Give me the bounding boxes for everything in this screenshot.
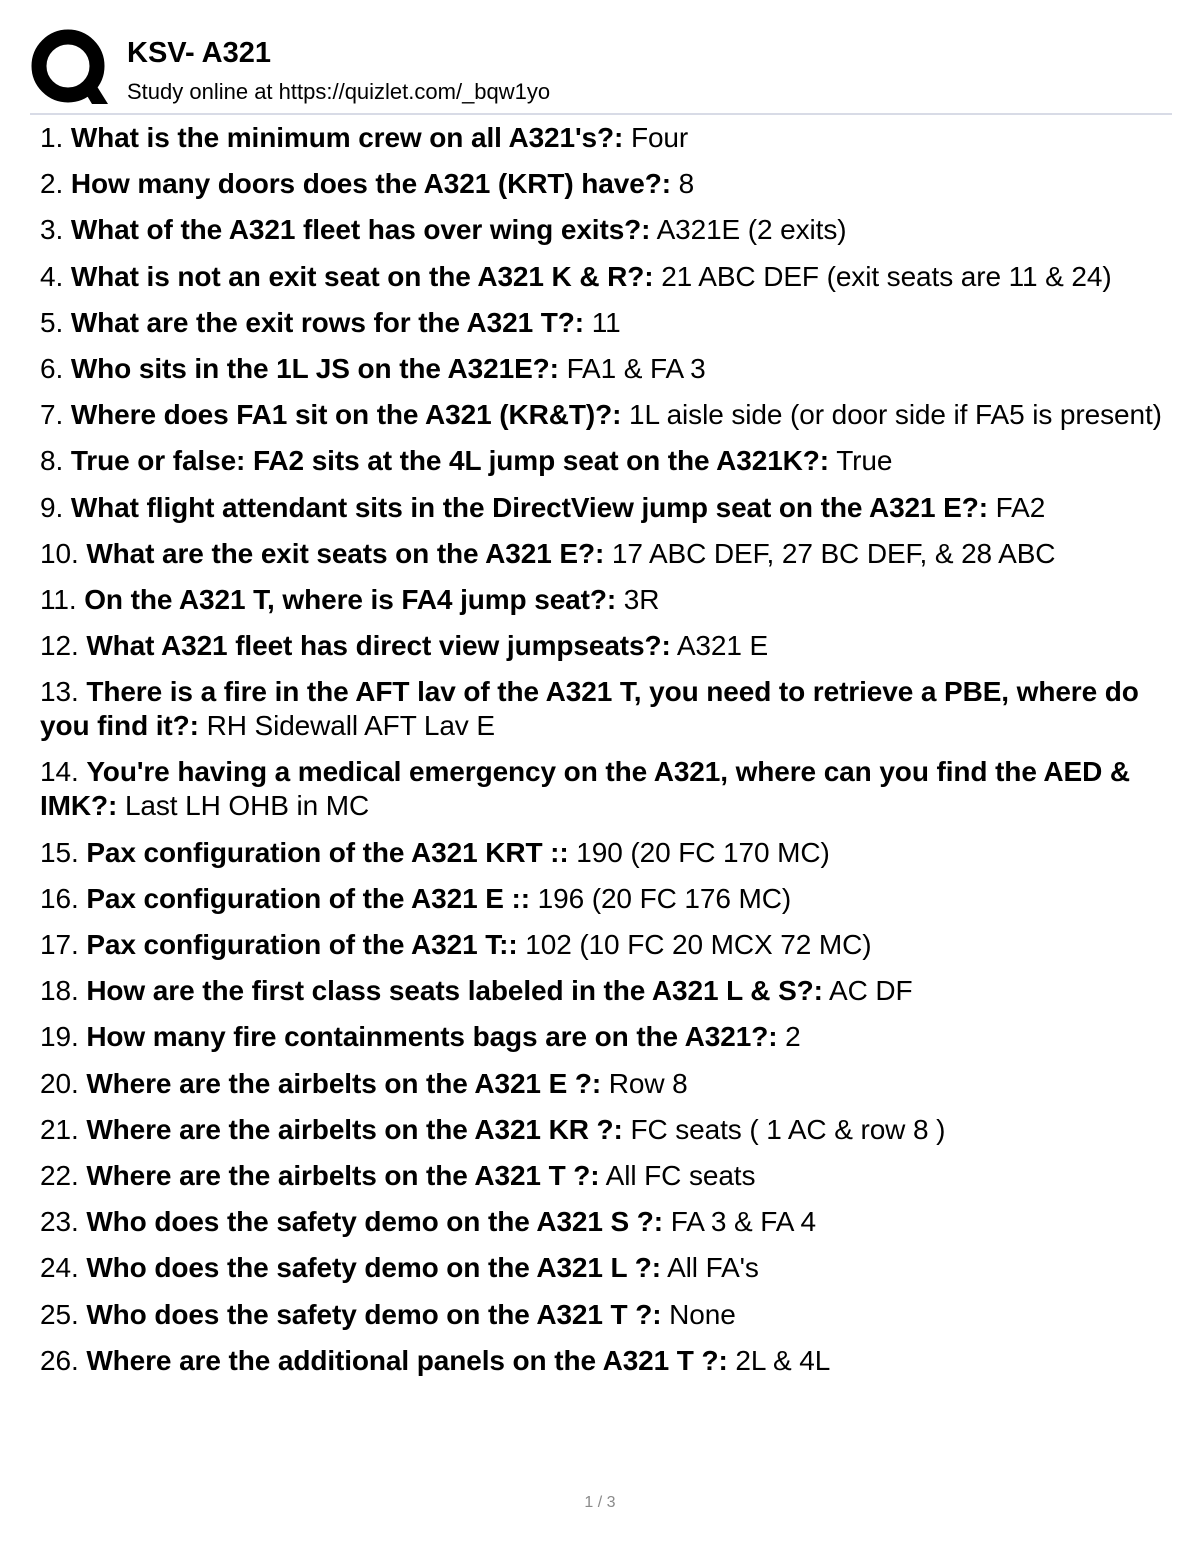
card-question: What are the exit seats on the A321 E?: [86,537,605,569]
page-title: KSV- A321 [127,37,271,69]
card-question: How many doors does the A321 (KRT) have?: [70,168,671,200]
card-number: 20. [40,1067,79,1099]
card-question: What of the A321 fleet has over wing exits?: [70,214,651,246]
card-question: On the A321 T, where is FA4 jump seat?: [84,583,617,615]
card-answer: Row 8 [608,1067,688,1099]
card-question: How many fire containments bags are on the A321?: [86,1021,778,1053]
card-number: 12. [40,630,79,662]
card-answer: All FC seats [605,1159,756,1191]
card-answer: Last LH OHB in MC [124,790,370,822]
card-answer: All FA's [667,1252,759,1284]
card-answer: 196 (20 FC 176 MC) [537,882,792,914]
card-number: 4. [40,260,64,292]
flashcard-item [40,1020,1168,1054]
card-question: What A321 fleet has direct view jumpseats?: [86,630,671,662]
flashcard-item [40,491,1168,525]
flashcard-item [40,1067,1168,1101]
card-question: What is not an exit seat on the A321 K & R?: [70,260,654,292]
header-divider [30,113,1172,115]
flashcard-item [40,1298,1168,1332]
card-question: How are the first class seats labeled in the A321 L & S?: [86,975,823,1007]
card-number: 26. [40,1344,79,1376]
flashcard-item [40,1251,1168,1285]
card-number: 21. [40,1113,79,1145]
card-answer: 21 ABC DEF (exit seats are 11 & 24) [661,260,1112,292]
card-answer: 11 [591,306,621,338]
card-number: 5. [40,306,64,338]
card-question: You're having a medical emergency on the A321, where can you find the AED & IMK?: [40,756,1131,822]
card-number: 15. [40,836,79,868]
flashcard-item [40,121,1168,155]
card-number: 6. [40,352,64,384]
card-answer: FA2 [995,491,1046,523]
flashcard-item [40,537,1168,571]
card-number: 2. [40,168,64,200]
flashcard-item [40,352,1168,386]
quizlet-logo-icon [30,28,110,108]
card-answer: True [836,445,893,477]
flashcard-item [40,675,1168,743]
card-number: 17. [40,929,79,960]
flashcard-item [40,836,1168,870]
card-number: 13. [40,676,79,708]
flashcard-item [40,306,1168,340]
card-question: Who does the safety demo on the A321 L ?: [86,1252,661,1284]
card-answer: FA1 & FA 3 [566,352,706,384]
flashcard-item [40,755,1168,823]
card-question: Where are the additional panels on the A321 T ?: [86,1344,728,1376]
card-answer: 3R [623,583,660,615]
flashcard-item [40,1113,1168,1147]
flashcard-item [40,629,1168,663]
card-question: Who does the safety demo on the A321 T ?: [86,1298,662,1330]
flashcard-item [40,167,1168,201]
card-answer: 2L & 4L [735,1344,831,1376]
card-question: Where does FA1 sit on the A321 (KR&T)?: [70,399,622,431]
card-answer: AC DF [829,975,913,1007]
card-question: True or false: FA2 sits at the 4L jump seat on the A321K?: [70,445,830,477]
card-number: 14. [40,756,79,788]
card-question: Where are the airbelts on the A321 T ?: [86,1159,600,1191]
flashcard-item [40,398,1168,432]
card-question: Pax configuration of the A321 T:: [86,929,518,960]
card-number: 23. [40,1206,79,1238]
card-question: Where are the airbelts on the A321 E ?: [86,1067,602,1099]
flashcard-item [40,213,1168,247]
card-answer: RH Sidewall AFT Lav E [206,710,495,742]
card-question: Pax configuration of the A321 E :: [86,882,530,914]
card-number: 11. [40,583,77,615]
card-question: What is the minimum crew on all A321's?: [70,122,624,153]
page-indicator: 1 / 3 [584,1494,616,1511]
card-question: What flight attendant sits in the DirectView jump seat on the A321 E?: [70,491,988,523]
card-number: 22. [40,1159,79,1191]
card-number: 10. [40,537,79,569]
card-number: 1. [40,122,64,153]
flashcard-item [40,882,1168,916]
flashcard-item [40,1344,1168,1378]
card-number: 19. [40,1021,79,1053]
flashcard-item [40,928,1168,962]
flashcard-item [40,974,1168,1008]
card-answer: 2 [785,1021,801,1053]
page-header [30,28,1172,112]
card-question: What are the exit rows for the A321 T?: [70,306,585,338]
card-number: 9. [40,491,64,523]
card-answer: Four [630,122,689,153]
card-number: 25. [40,1298,79,1330]
flashcard-item [40,444,1168,478]
card-number: 24. [40,1252,79,1284]
card-question: Who sits in the 1L JS on the A321E?: [70,352,559,384]
card-answer: 102 (10 FC 20 MCX 72 MC) [525,929,872,960]
card-question: Where are the airbelts on the A321 KR ?: [86,1113,623,1145]
card-answer: A321 E [676,630,769,662]
card-number: 8. [40,445,64,477]
card-answer: A321E (2 exits) [656,214,847,246]
flashcard-item [40,583,1168,617]
card-answer: FA 3 & FA 4 [670,1206,816,1238]
card-question: There is a fire in the AFT lav of the A321 T, you need to retrieve a PBE, where do you find it?: [40,676,1139,742]
card-answer: 8 [678,168,695,200]
card-answer: 1L aisle side (or door side if FA5 is present) [629,399,1162,431]
card-answer: None [669,1298,736,1330]
card-number: 16. [40,882,79,914]
flashcard-item [40,1159,1168,1193]
card-answer: 190 (20 FC 170 MC) [576,836,830,868]
study-online-link[interactable]: Study online at https://quizlet.com/_bqw1yo [127,79,551,104]
flashcard-item [40,260,1168,294]
flashcard-list [40,121,1168,1390]
flashcard-item [40,1205,1168,1239]
card-question: Who does the safety demo on the A321 S ?: [86,1206,664,1238]
card-answer: FC seats ( 1 AC & row 8 ) [630,1113,946,1145]
card-question: Pax configuration of the A321 KRT :: [86,836,569,868]
card-number: 18. [40,975,79,1007]
card-answer: 17 ABC DEF, 27 BC DEF, & 28 ABC [611,537,1056,569]
card-number: 7. [40,399,64,431]
card-number: 3. [40,214,64,246]
